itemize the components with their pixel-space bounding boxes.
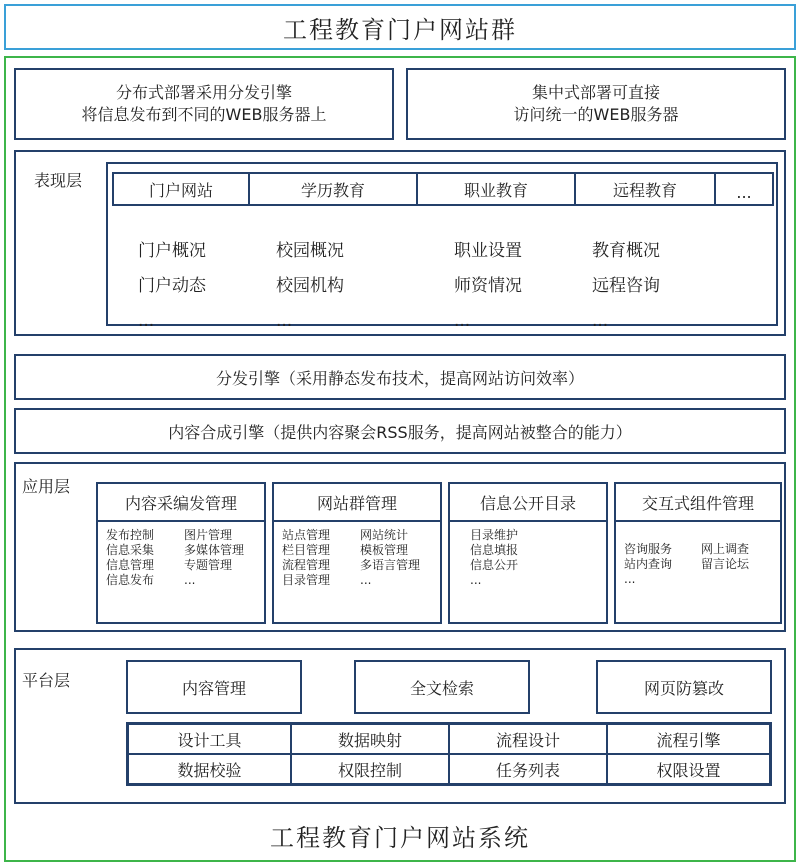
application-layer [14, 462, 786, 632]
module-title: 网站群管理 [274, 484, 440, 522]
portal-tab-2[interactable]: 职业教育 [418, 174, 576, 204]
anti-tamper-box: 网页防篡改 [596, 660, 772, 714]
list-item: 专题管理 [184, 558, 233, 572]
distributed-line-2: 将信息发布到不同的WEB服务器上 [81, 105, 327, 124]
platform-layer-label: 平台层 [22, 671, 71, 690]
portal-header-row [112, 172, 774, 206]
distribution-engine-box: 分发引擎（采用静态发布技术，提高网站访问效率） [14, 354, 786, 400]
tool-cell: 任务列表 [449, 754, 607, 784]
portal-tab-3[interactable]: 远程教育 [576, 174, 716, 204]
module-content-editing [96, 482, 266, 624]
tool-cell: 流程引擎 [607, 724, 770, 754]
list-item: ... [184, 573, 196, 587]
bottom-title: 工程教育门户网站系统 [270, 823, 530, 852]
platform-layer [14, 648, 786, 804]
list-item: 咨询服务 [624, 542, 673, 556]
list-item: 目录管理 [282, 573, 331, 587]
list-item: 栏目管理 [282, 543, 331, 557]
list-item: 留言论坛 [701, 557, 750, 571]
portal-col-0 [138, 234, 248, 339]
list-item: ... [360, 573, 372, 587]
module-title: 交互式组件管理 [616, 484, 780, 522]
module-items [450, 522, 606, 594]
portal-panel [106, 162, 778, 331]
list-item: 图片管理 [184, 528, 233, 542]
composition-engine-box: 内容合成引擎（提供内容聚会RSS服务，提高网站被整合的能力） [14, 408, 786, 454]
list-item: 站内查询 [624, 557, 673, 571]
presentation-layer [14, 150, 786, 336]
tool-cell: 权限控制 [291, 754, 449, 784]
portal-col-2 [454, 234, 564, 339]
tool-cell: 设计工具 [128, 724, 291, 754]
top-title: 工程教育门户网站群 [4, 4, 796, 50]
centralized-deploy-box [406, 68, 786, 140]
platform-tools-grid [126, 722, 772, 786]
list-item: 网站统计 [360, 528, 409, 542]
portal-col-1 [276, 234, 386, 339]
list-item: 门户动态 [138, 276, 206, 296]
list-item: 师资情况 [454, 276, 522, 296]
list-item: 多媒体管理 [184, 543, 245, 557]
list-item: 信息采集 [106, 543, 155, 557]
list-item: 校园概况 [276, 241, 344, 261]
tool-cell: 数据校验 [128, 754, 291, 784]
content-management-box: 内容管理 [126, 660, 302, 714]
presentation-layer-label: 表现层 [34, 171, 83, 190]
module-title: 内容采编发管理 [98, 484, 264, 522]
list-item: 目录维护 [470, 528, 519, 542]
portal-col-3 [592, 234, 702, 339]
module-title: 信息公开目录 [450, 484, 606, 522]
tool-cell: 流程设计 [449, 724, 607, 754]
distributed-deploy-box [14, 68, 394, 140]
centralized-line-1: 集中式部署可直接 [531, 83, 660, 102]
list-item: ... [624, 572, 636, 586]
list-item: 职业设置 [454, 241, 522, 261]
list-item: 发布控制 [106, 528, 155, 542]
list-item: ... [470, 573, 482, 587]
module-items [274, 522, 440, 594]
list-item: ... [138, 311, 155, 331]
module-interactive-components [614, 482, 782, 624]
list-item: 信息填报 [470, 543, 519, 557]
distributed-line-1: 分布式部署采用分发引擎 [115, 83, 292, 102]
list-item: 门户概况 [138, 241, 206, 261]
list-item: 信息公开 [470, 558, 519, 572]
list-item: ... [592, 311, 609, 331]
module-items [98, 522, 264, 594]
list-item: 校园机构 [276, 276, 344, 296]
list-item: ... [454, 311, 471, 331]
list-item: 远程咨询 [592, 276, 660, 296]
module-items [616, 522, 780, 593]
application-layer-label: 应用层 [22, 477, 71, 496]
list-item: 信息管理 [106, 558, 155, 572]
list-item: 流程管理 [282, 558, 331, 572]
list-item: 信息发布 [106, 573, 155, 587]
list-item: 教育概况 [592, 241, 660, 261]
tool-cell: 数据映射 [291, 724, 449, 754]
module-site-group [272, 482, 442, 624]
list-item: 站点管理 [282, 528, 331, 542]
list-item: ... [276, 311, 293, 331]
list-item: 多语言管理 [360, 558, 421, 572]
portal-tab-1[interactable]: 学历教育 [250, 174, 418, 204]
module-info-disclosure [448, 482, 608, 624]
fulltext-search-box: 全文检索 [354, 660, 530, 714]
tool-cell: 权限设置 [607, 754, 770, 784]
centralized-line-2: 访问统一的WEB服务器 [513, 105, 679, 124]
list-item: 网上调查 [701, 542, 750, 556]
portal-tab-more[interactable]: ... [736, 183, 752, 202]
list-item: 模板管理 [360, 543, 409, 557]
portal-tab-0[interactable]: 门户网站 [114, 174, 250, 204]
